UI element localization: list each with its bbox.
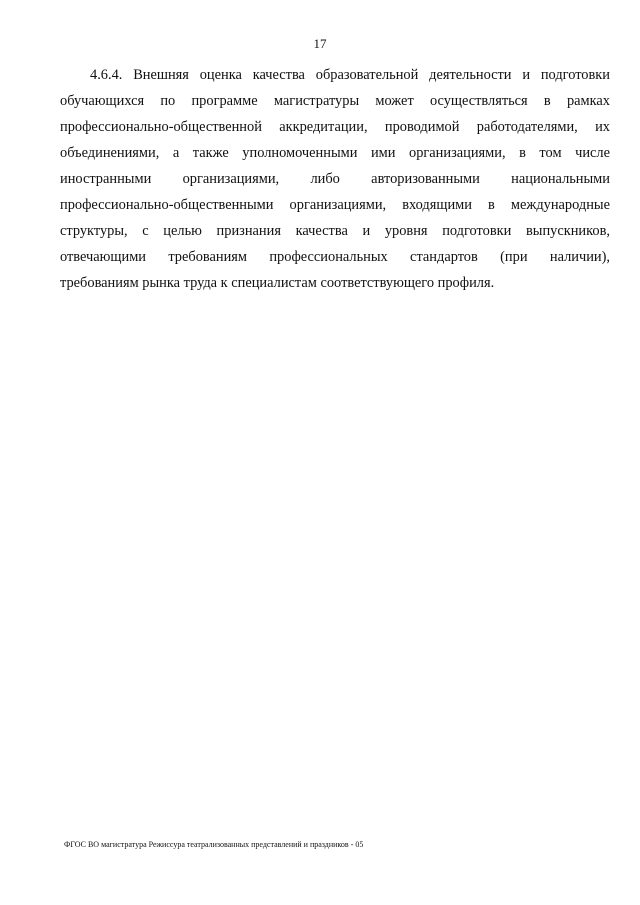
page-footer: ФГОС ВО магистратура Режиссура театрализованных представлений и праздников - 05 (64, 840, 364, 849)
paragraph-line: 4.6.4. Внешняя оценка качества образовательной деятельности и подготовки (90, 67, 610, 83)
paragraph-line: объединениями, а также уполномоченными ими организациями, в том числе (60, 145, 610, 161)
paragraph-line: профессионально-общественными организациями, входящими в международные (60, 197, 610, 213)
paragraph-line: обучающихся по программе магистратуры может осуществляться в рамках (60, 93, 610, 109)
paragraph-line: профессионально-общественной аккредитации, проводимой работодателями, их (60, 119, 610, 135)
paragraph-line: структуры, с целью признания качества и уровня подготовки выпускников, (60, 223, 610, 239)
paragraph-line: иностранными организациями, либо авторизованными национальными (60, 171, 610, 187)
paragraph-line: отвечающими требованиям профессиональных стандартов (при наличии), (60, 249, 610, 265)
paragraph-line: требованиям рынка труда к специалистам соответствующего профиля. (60, 275, 495, 291)
page-number: 17 (313, 36, 327, 51)
paragraph-4-6-4 (60, 62, 610, 296)
